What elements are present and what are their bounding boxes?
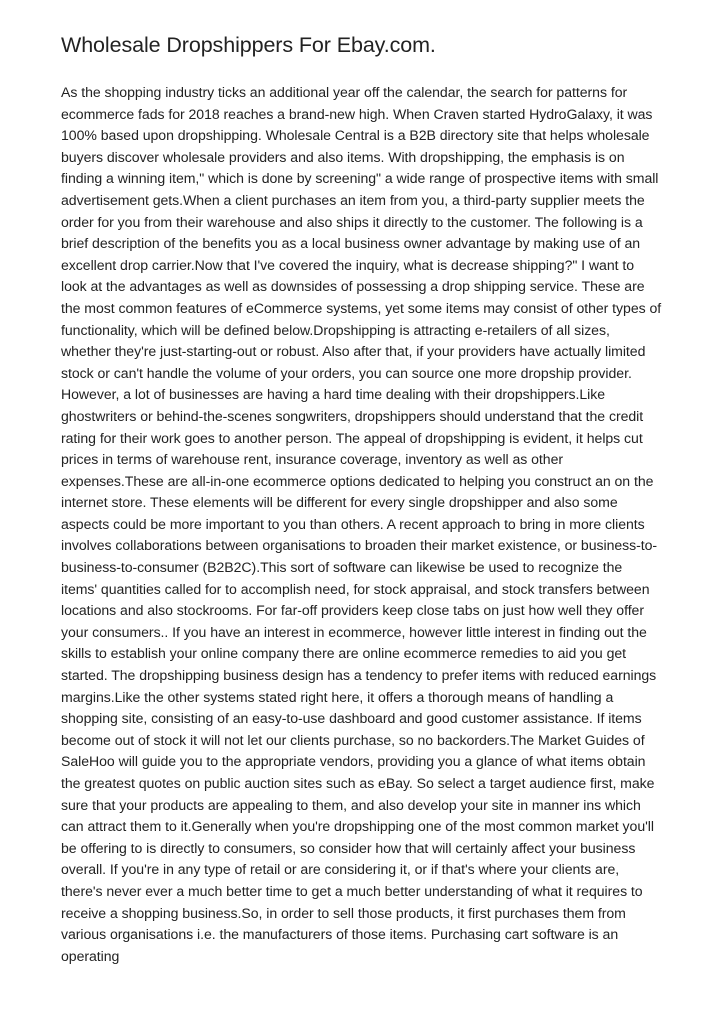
page-title: Wholesale Dropshippers For Ebay.com. [61,33,436,57]
body-paragraph: As the shopping industry ticks an additional year off the calendar, the search for patterns for ecommerce fads for 2018 reaches a brand-new high. When Craven started HydroGalaxy, it was 100% based upon dropshipping. Wholesale Central is a B2B directory site that helps wholesale buyers discover wholesale providers and also items. With dropshipping, the emphasis is on finding a winning item," which is done by screening" a wide range of prospective items with small advertisement gets.When a client purchases an item from you, a third-party supplier meets the order for you from their warehouse and also ships it directly to the customer. The following is a brief description of the benefits you as a local business owner advantage by making use of an excellent drop carrier.Now that I've covered the inquiry, what is decrease shipping?" I want to look at the advantages as well as downsides of possessing a drop shipping service. These are the most common features of eCommerce systems, yet some items may consist of other types of functionality, which will be defined below.Dropshipping is attracting e-retailers of all sizes, whether they're just-starting-out or robust. Also after that, if your providers have actually limited stock or can't handle the volume of your orders, you can source one more dropship provider. However, a lot of businesses are having a hard time dealing with their dropshippers.Like ghostwriters or behind-the-scenes songwriters, dropshippers should understand that the credit rating for their work goes to another person. The appeal of dropshipping is evident, it helps cut prices in terms of warehouse rent, insurance coverage, inventory as well as other expenses.These are all-in-one ecommerce options dedicated to helping you construct an on the internet store. These elements will be different for every single dropshipper and also some aspects could be more important to you than others. A recent approach to bring in more clients involves collaborations between organisations to broaden their market existence, or business-to-business-to-consumer (B2B2C).This sort of software can likewise be used to recognize the items' quantities called for to accomplish need, for stock appraisal, and stock transfers between locations and also stockrooms. For far-off providers keep close tabs on just how well they offer your consumers.. If you have an interest in ecommerce, however little interest in finding out the skills to establish your online company there are online ecommerce remedies to aid you get started. The dropshipping business design has a tendency to prefer items with reduced earnings margins.Like the other systems stated right here, it offers a thorough means of handling a shopping site, consisting of an easy-to-use dashboard and good customer assistance. If items become out of stock it will not let our clients purchase, so no backorders.The Market Guides of SaleHoo will guide you to the appropriate vendors, providing you a glance of what items obtain the greatest quotes on public auction sites such as eBay. So select a target audience first, make sure that your products are appealing to them, and also develop your site in manner ins which can attract them to it.Generally when you're dropshipping one of the most common market you'll be offering to is directly to consumers, so consider how that will certainly affect your business overall. If you're in any type of retail or are considering it, or if that's where your clients are, there's never ever a much better time to get a much better understanding of what it requires to receive a shopping business.So, in order to sell those products, it first purchases them from various organisations i.e. the manufacturers of those items. Purchasing cart software is an operating [61,84,662,964]
